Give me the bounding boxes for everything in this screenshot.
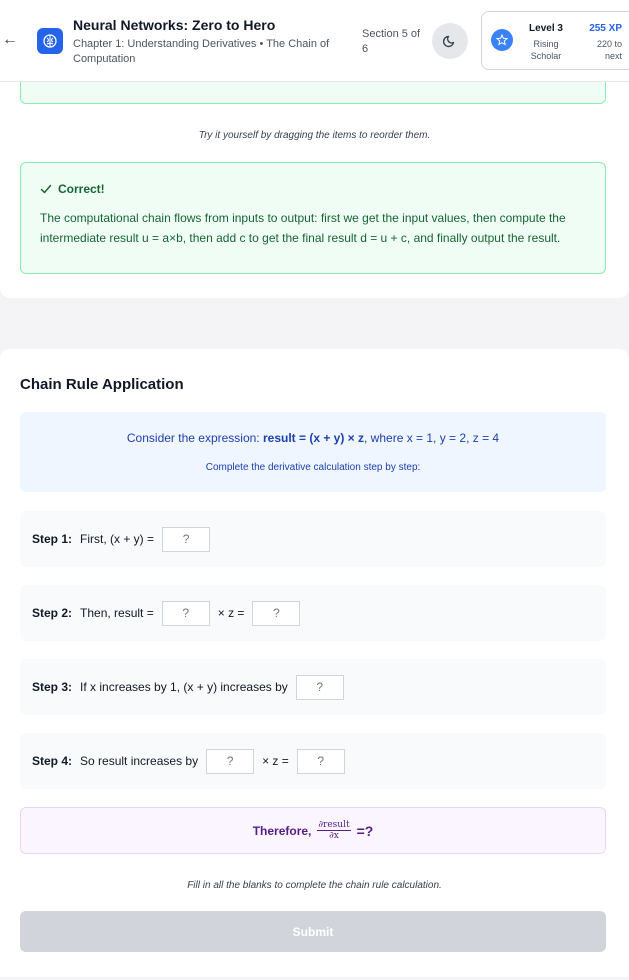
star-icon [491, 29, 513, 51]
moon-icon [443, 34, 457, 48]
brain-icon [37, 28, 63, 54]
partial-derivative-fraction [317, 820, 350, 841]
step-text: So result increases by [80, 754, 199, 768]
level-rank: Rising Scholar [530, 39, 562, 61]
section-heading: Chain Rule Application [20, 376, 184, 393]
level-name: Level 3 [529, 23, 563, 34]
back-arrow-icon[interactable]: ← [2, 31, 18, 48]
step-label: Step 1: [32, 532, 73, 546]
xp-total: 255 XP [589, 23, 622, 34]
therefore-label: Therefore, [252, 823, 312, 838]
section-indicator: Section 5 of 6 [362, 28, 421, 55]
drag-hint: Try it yourself by dragging the items to reorder them. [198, 130, 431, 141]
theme-toggle-button[interactable] [432, 23, 468, 59]
instructions: Complete the derivative calculation step by step: [205, 462, 421, 473]
expression-values: , where x = 1, y = 2, z = 4 [364, 431, 500, 445]
level-card[interactable] [481, 11, 629, 70]
expression-prefix: Consider the expression: [126, 431, 263, 445]
step-label: Step 4: [32, 754, 73, 768]
step-label: Step 3: [32, 680, 73, 694]
step-4-second-input[interactable] [297, 749, 345, 774]
step-label: Step 2: [32, 606, 73, 620]
app-header [0, 0, 629, 82]
chapter-subtitle: Chapter 1: Understanding Derivatives • The Chain of Computation [73, 38, 330, 65]
step-1 [20, 511, 606, 567]
submit-button[interactable]: Submit [20, 911, 606, 952]
step-mid-text: × z = [262, 754, 289, 768]
check-icon [40, 183, 52, 195]
fraction-denominator: ∂x [329, 831, 339, 841]
step-1-answer-input[interactable] [162, 527, 210, 552]
step-2-second-input[interactable] [252, 601, 300, 626]
expression-box [20, 412, 606, 492]
feedback-title: Correct! [58, 182, 105, 196]
step-4 [20, 733, 606, 789]
expression-line [20, 431, 606, 445]
step-3 [20, 659, 606, 715]
correct-feedback [20, 162, 606, 274]
step-3-answer-input[interactable] [296, 675, 344, 700]
feedback-text: The computational chain flows from inputs to output: first we get the input values, then compute the intermediate result u = a×b, then add c to get the final result d = u + c, and finally output the result. [40, 211, 566, 245]
fill-blanks-hint: Fill in all the blanks to complete the chain rule calculation. [187, 880, 442, 891]
therefore-box [20, 807, 606, 854]
step-text: First, (x + y) = [80, 532, 155, 546]
step-mid-text: × z = [217, 606, 245, 620]
course-title: Neural Networks: Zero to Hero [73, 17, 276, 33]
step-4-first-input[interactable] [206, 749, 254, 774]
result-value: =? [356, 822, 374, 839]
expression-formula: result = (x + y) × z [262, 431, 365, 445]
feedback-heading [40, 182, 105, 196]
xp-to-next: 220 to next [596, 39, 622, 61]
step-2-first-input[interactable] [162, 601, 210, 626]
step-2 [20, 585, 606, 641]
step-text: If x increases by 1, (x + y) increases by [80, 680, 288, 694]
step-text: Then, result = [80, 606, 154, 620]
fraction-numerator: ∂result [318, 820, 350, 830]
